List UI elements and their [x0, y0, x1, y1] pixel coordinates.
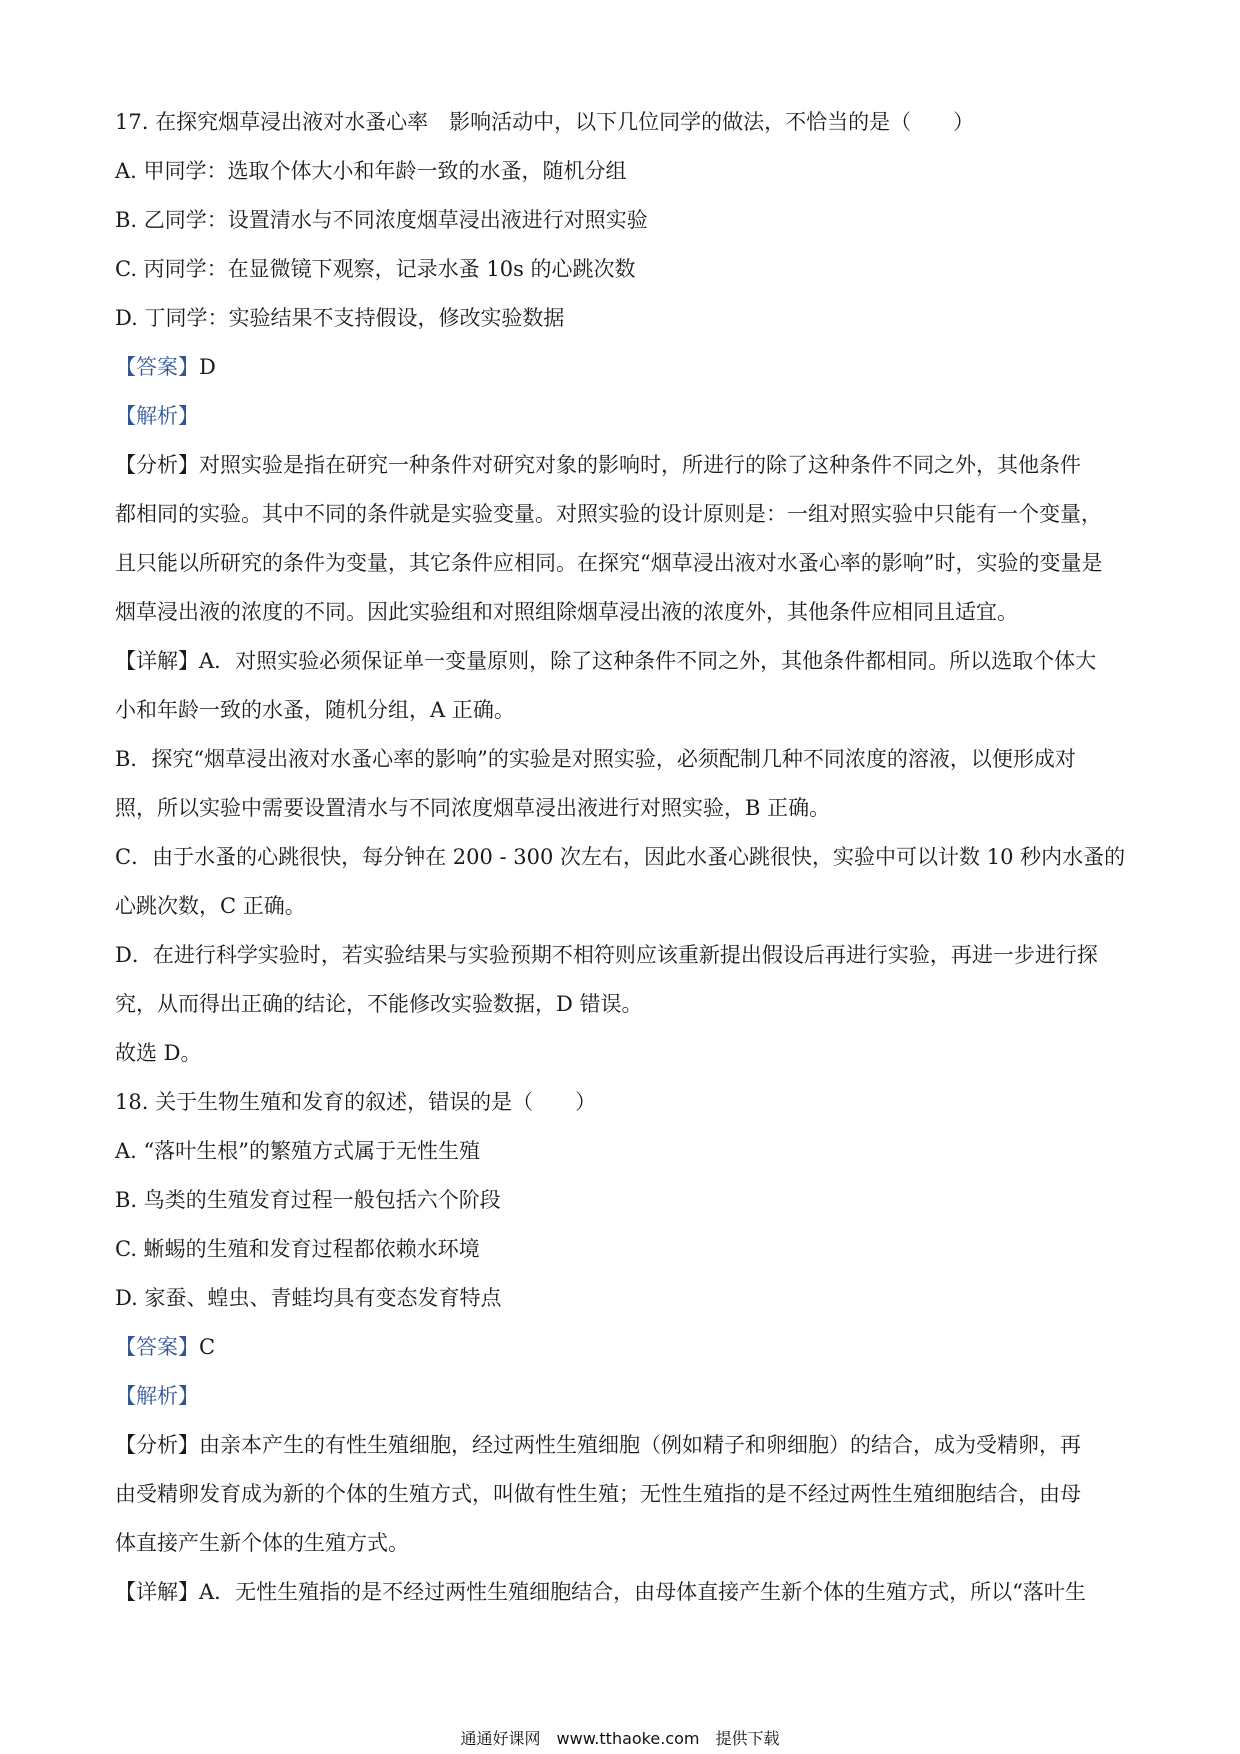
q18-analysis-line: 由亲本产生的有性生殖细胞，经过两性生殖细胞（例如精子和卵细胞）的结合，成为受精卵，再 — [199, 1433, 1081, 1457]
q17-detail-line: B．探究“烟草浸出液对水蚤心率的影响”的实验是对照实验，必须配制几种不同浓度的溶液，以便形成对 — [115, 747, 1076, 771]
q17-detail-line: 究，从而得出正确的结论，不能修改实验数据，D 错误。 — [115, 992, 643, 1016]
q17-detail — [115, 637, 1130, 1078]
q17-option-d: D. 丁同学：实验结果不支持假设，修改实验数据 — [115, 306, 565, 330]
q17-conclusion: 故选 D。 — [115, 1041, 202, 1065]
q18-answer — [115, 1323, 1130, 1372]
explain-tag: 【解析】 — [115, 1384, 199, 1408]
q18-option-a: A. “落叶生根”的繁殖方式属于无性生殖 — [115, 1139, 480, 1163]
q17-analysis-line: 烟草浸出液的浓度的不同。因此实验组和对照组除烟草浸出液的浓度外，其他条件应相同且适宜。 — [115, 600, 1018, 624]
q17-analysis-line: 对照实验是指在研究一种条件对研究对象的影响时，所进行的除了这种条件不同之外，其他条件 — [199, 453, 1081, 477]
q17-option-c: C. 丙同学：在显微镜下观察，记录水蚤 10s 的心跳次数 — [115, 257, 636, 281]
q18-stem: 18. 关于生物生殖和发育的叙述，错误的是（ ） — [115, 1090, 597, 1114]
q17-analysis — [115, 441, 1130, 637]
q17-detail-line: A．对照实验必须保证单一变量原则，除了这种条件不同之外，其他条件都相同。所以选取个体大 — [199, 649, 1097, 673]
q18-explain-heading — [115, 1372, 1130, 1421]
page-footer: 通通好课网 www.tthaoke.com 提供下载 — [460, 1729, 780, 1748]
answer-tag: 【答案】 — [115, 355, 199, 379]
q18-analysis-line: 由受精卵发育成为新的个体的生殖方式，叫做有性生殖；无性生殖指的是不经过两性生殖细胞结合，由母 — [115, 1482, 1081, 1506]
q17-option-b: B. 乙同学：设置清水与不同浓度烟草浸出液进行对照实验 — [115, 208, 648, 232]
answer-tag: 【答案】 — [115, 1335, 199, 1359]
q17-detail-line: 小和年龄一致的水蚤，随机分组，A 正确。 — [115, 698, 515, 722]
q17-detail-line: C．由于水蚤的心跳很快，每分钟在 200 - 300 次左右，因此水蚤心跳很快，实验中可以计数 10 秒内水蚤的 — [115, 845, 1126, 869]
analysis-tag: 【分析】 — [115, 453, 199, 477]
q17-detail-line: 照，所以实验中需要设置清水与不同浓度烟草浸出液进行对照实验，B 正确。 — [115, 796, 831, 820]
q17-explain-heading — [115, 392, 1130, 441]
q18-answer-value: C — [199, 1335, 216, 1359]
q18-analysis-line: 体直接产生新个体的生殖方式。 — [115, 1531, 409, 1555]
q18-option-b: B. 鸟类的生殖发育过程一般包括六个阶段 — [115, 1188, 501, 1212]
detail-tag: 【详解】 — [115, 1580, 199, 1604]
analysis-tag: 【分析】 — [115, 1433, 199, 1457]
detail-tag: 【详解】 — [115, 649, 199, 673]
q18-analysis — [115, 1421, 1130, 1568]
q18-option-c: C. 蜥蜴的生殖和发育过程都依赖水环境 — [115, 1237, 480, 1261]
q18-detail-line: A．无性生殖指的是不经过两性生殖细胞结合，由母体直接产生新个体的生殖方式，所以“落叶生 — [199, 1580, 1086, 1604]
q18-detail — [115, 1568, 1130, 1617]
q17-answer-value: D — [199, 355, 216, 379]
q17-analysis-line: 都相同的实验。其中不同的条件就是实验变量。对照实验的设计原则是：一组对照实验中只能有一个变量， — [115, 502, 1102, 526]
explain-tag: 【解析】 — [115, 404, 199, 428]
q17-analysis-line: 且只能以所研究的条件为变量，其它条件应相同。在探究“烟草浸出液对水蚤心率的影响”时，实验的变量是 — [115, 551, 1103, 575]
q17-detail-line: D．在进行科学实验时，若实验结果与实验预期不相符则应该重新提出假设后再进行实验，再进一步进行探 — [115, 943, 1098, 967]
q18-option-d: D. 家蚕、蝗虫、青蛙均具有变态发育特点 — [115, 1286, 502, 1310]
q17-answer — [115, 343, 1130, 392]
q17-detail-line: 心跳次数，C 正确。 — [115, 894, 306, 918]
page-content — [115, 98, 1130, 1617]
q17-stem: 17. 在探究烟草浸出液对水蚤心率 影响活动中，以下几位同学的做法，不恰当的是（ ） — [115, 110, 975, 134]
q17-option-a: A. 甲同学：选取个体大小和年龄一致的水蚤，随机分组 — [115, 159, 627, 183]
